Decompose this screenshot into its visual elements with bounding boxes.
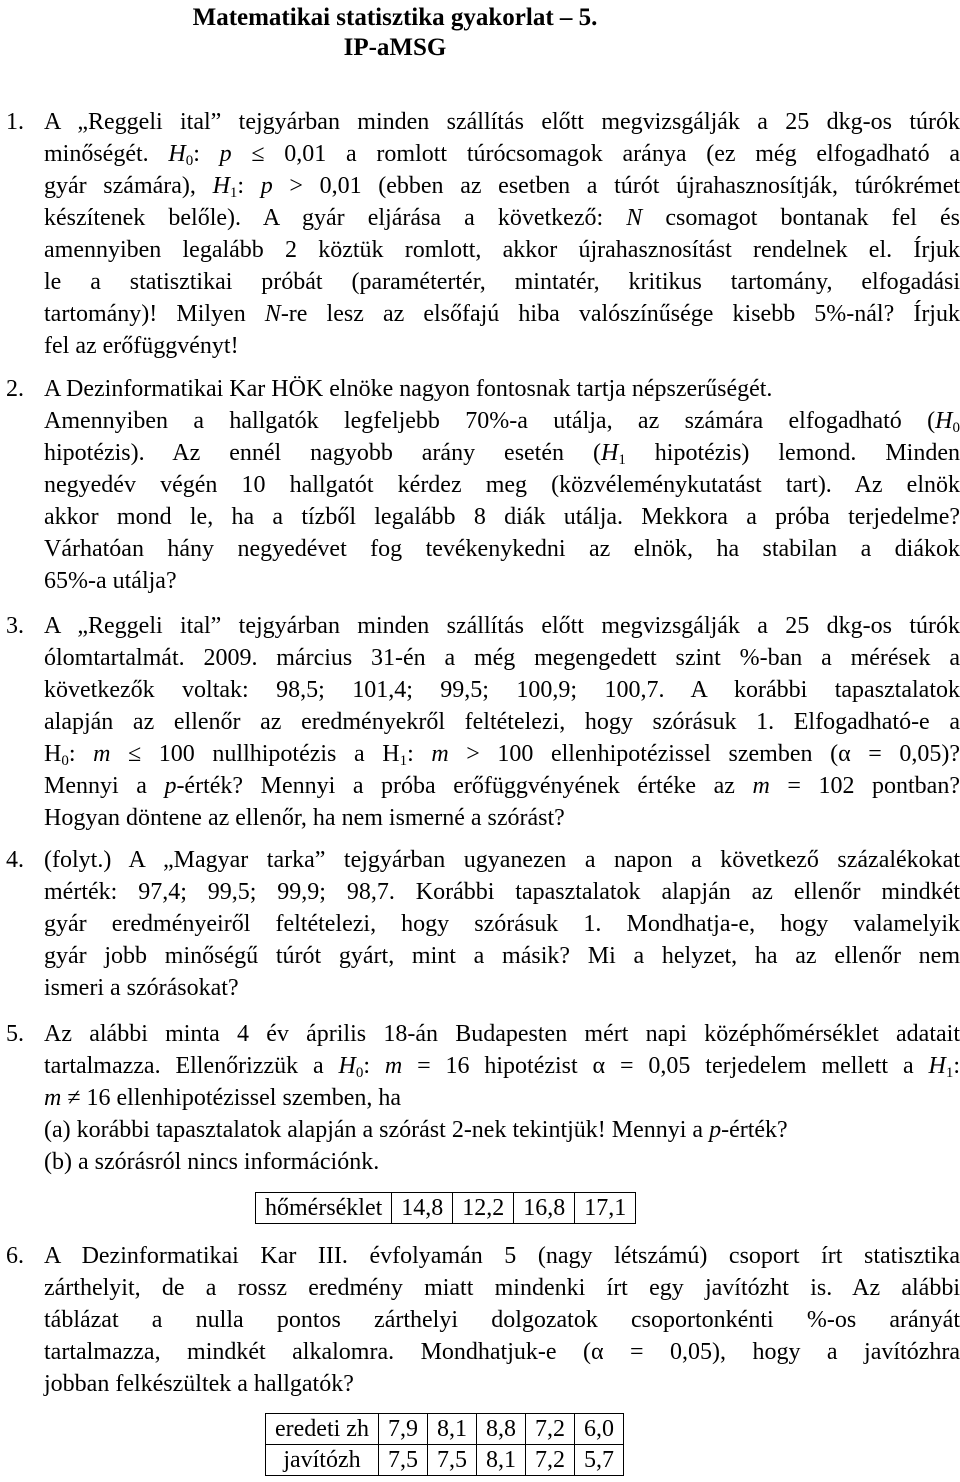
problem-text [44, 373, 960, 597]
text-line: A „Reggeli ital” tejgyárban minden szállítás előtt megvizsgálják a 25 dkg-os túrók [44, 613, 960, 639]
table-cell: 8,1 [427, 1414, 476, 1445]
table-row [266, 1414, 624, 1445]
text-line: mérték: 97,4; 99,5; 99,9; 98,7. Korábbi tapasztalatok alapján az ellenőr mindkét [44, 879, 960, 905]
table-row [256, 1193, 636, 1224]
text-line: gyár jobb minőségű túrót gyárt, mint a másik? Mi a helyzet, ha az ellenőr nem [44, 943, 960, 969]
table-cell: 8,1 [476, 1445, 525, 1476]
text-line: le a statisztikai próbát (paramétertér, mintatér, kritikus tartomány, elfogadási [44, 269, 960, 295]
text-line: zárthelyit, de a rossz eredmény miatt mindenki írt egy javítózht is. Az alábbi [44, 1275, 960, 1301]
text-line: Hogyan döntene az ellenőr, ha nem ismerné a szórást? [44, 805, 565, 831]
text-line: tartalmazza, mindkét alkalomra. Mondhatjuk-e (α = 0,05), hogy a javítózhra [44, 1339, 960, 1365]
text-line: Várhatóan hány negyedévet fog tevékenykedni az elnök, ha stabilan a diákok [44, 536, 960, 562]
text-line: gyár számára), $H_1$: p > 0,01 (ebben az esetben a túrót újrahasznosítják, túrókrémet [44, 173, 960, 201]
table-cell: 7,2 [525, 1414, 574, 1445]
text-line: minőségét. $H_0$: p ≤ 0,01 a romlott túrócsomagok aránya (ez még elfogadható a [44, 141, 960, 169]
text-line: tartalmazza. Ellenőrizzük a $H_0$: m = 16 hipotézist α = 0,05 terjedelem mellett a $H_1$: [44, 1053, 960, 1081]
table-cell: 7,2 [525, 1445, 574, 1476]
table-cell: javítózh [266, 1445, 379, 1476]
text-line: készítenek belőle). A gyár eljárása a következő: N csomagot bontanak fel és [44, 205, 960, 231]
zh-table [265, 1413, 624, 1476]
text-line: alapján az ellenőr az eredményekről feltételezi, hogy szórásuk 1. Elfogadható-e a [44, 709, 960, 735]
table-cell: hőmérséklet [256, 1193, 392, 1224]
table-cell: 5,7 [574, 1445, 623, 1476]
text-line: következők voltak: 98,5; 101,4; 99,5; 100,9; 100,7. A korábbi tapasztalatok [44, 677, 960, 703]
table-row [266, 1445, 624, 1476]
page-title: Matematikai statisztika gyakorlat – 5. [192, 4, 598, 31]
text-line: negyedév végén 10 hallgatót kérdez meg (közvéleménykutatást tart). Az elnök [44, 472, 960, 498]
text-line: $H_0$: m ≤ 100 nullhipotézis a $H_1$: m > 100 ellenhipotézissel szemben (α = 0,05)? [44, 741, 960, 769]
text-line: Amennyiben a hallgatók legfeljebb 70%-a utálja, az számára elfogadható ($H_0$ [44, 408, 960, 436]
table-cell: 17,1 [575, 1193, 636, 1224]
text-line: (folyt.) A „Magyar tarka” tejgyárban ugyanezen a napon a következő százalékokat [44, 847, 960, 873]
text-line: (b) a szórásról nincs információnk. [44, 1149, 380, 1175]
problem-text [44, 1018, 960, 1178]
table-cell: eredeti zh [266, 1414, 379, 1445]
text-line: ismeri a szórásokat? [44, 975, 239, 1001]
problem-number: 3. [6, 613, 24, 639]
problem-number: 5. [6, 1021, 24, 1047]
temperature-table [255, 1192, 636, 1224]
text-line: ólomtartalmát. 2009. március 31-én a még megengedett szint %-ban a mérések a [44, 645, 960, 671]
problem-text [44, 1240, 960, 1400]
problem-text [44, 106, 960, 362]
table-cell: 16,8 [514, 1193, 575, 1224]
text-line: akkor mond le, ha a tízből legalább 8 diák utálja. Mekkora a próba terjedelme? [44, 504, 960, 530]
table-cell: 12,2 [453, 1193, 514, 1224]
problem-text [44, 610, 960, 834]
text-line: fel az erőfüggvényt! [44, 333, 239, 359]
text-line: A Dezinformatikai Kar III. évfolyamán 5 (nagy létszámú) csoport írt statisztika [44, 1243, 960, 1269]
text-line: gyár eredményeiről feltételezi, hogy szórásuk 1. Mondhatja-e, hogy valamelyik [44, 911, 960, 937]
table-cell: 8,8 [476, 1414, 525, 1445]
text-line: hipotézis). Az ennél nagyobb arány esetén ($H_1$ hipotézis) lemond. Minden [44, 440, 960, 468]
text-line: amennyiben legalább 2 köztük romlott, akkor újrahasznosítást rendelnek el. Írjuk [44, 237, 960, 263]
text-line: jobban felkészültek a hallgatók? [44, 1371, 354, 1397]
table-cell: 7,5 [427, 1445, 476, 1476]
table-cell: 7,5 [378, 1445, 427, 1476]
problem-text [44, 844, 960, 1004]
table-cell: 7,9 [378, 1414, 427, 1445]
table-cell: 6,0 [574, 1414, 623, 1445]
text-line: A „Reggeli ital” tejgyárban minden szállítás előtt megvizsgálják a 25 dkg-os túrók [44, 109, 960, 135]
problem-number: 1. [6, 109, 24, 135]
text-line: Mennyi a p-érték? Mennyi a próba erőfüggvényének értéke az m = 102 pontban? [44, 773, 960, 799]
text-line: (a) korábbi tapasztalatok alapján a szórást 2-nek tekintjük! Mennyi a p-érték? [44, 1117, 788, 1143]
text-line: Az alábbi minta 4 év április 18-án Budapesten mért napi középhőmérséklet adatait [44, 1021, 960, 1047]
text-line: A Dezinformatikai Kar HÖK elnöke nagyon fontosnak tartja népszerűségét. [44, 376, 773, 402]
problem-number: 4. [6, 847, 24, 873]
text-line: m ≠ 16 ellenhipotézissel szemben, ha [44, 1085, 402, 1111]
problem-number: 6. [6, 1243, 24, 1269]
text-line: táblázat a nulla pontos zárthelyi dolgozatok csoportonkénti %-os arányát [44, 1307, 960, 1333]
page-subtitle: IP-aMSG [343, 34, 447, 61]
problem-number: 2. [6, 376, 24, 402]
text-line: tartomány)! Milyen N-re lesz az elsőfajú hiba valószínűsége kisebb 5%-nál? Írjuk [44, 301, 960, 327]
text-line: 65%-a utálja? [44, 568, 177, 594]
table-cell: 14,8 [392, 1193, 453, 1224]
